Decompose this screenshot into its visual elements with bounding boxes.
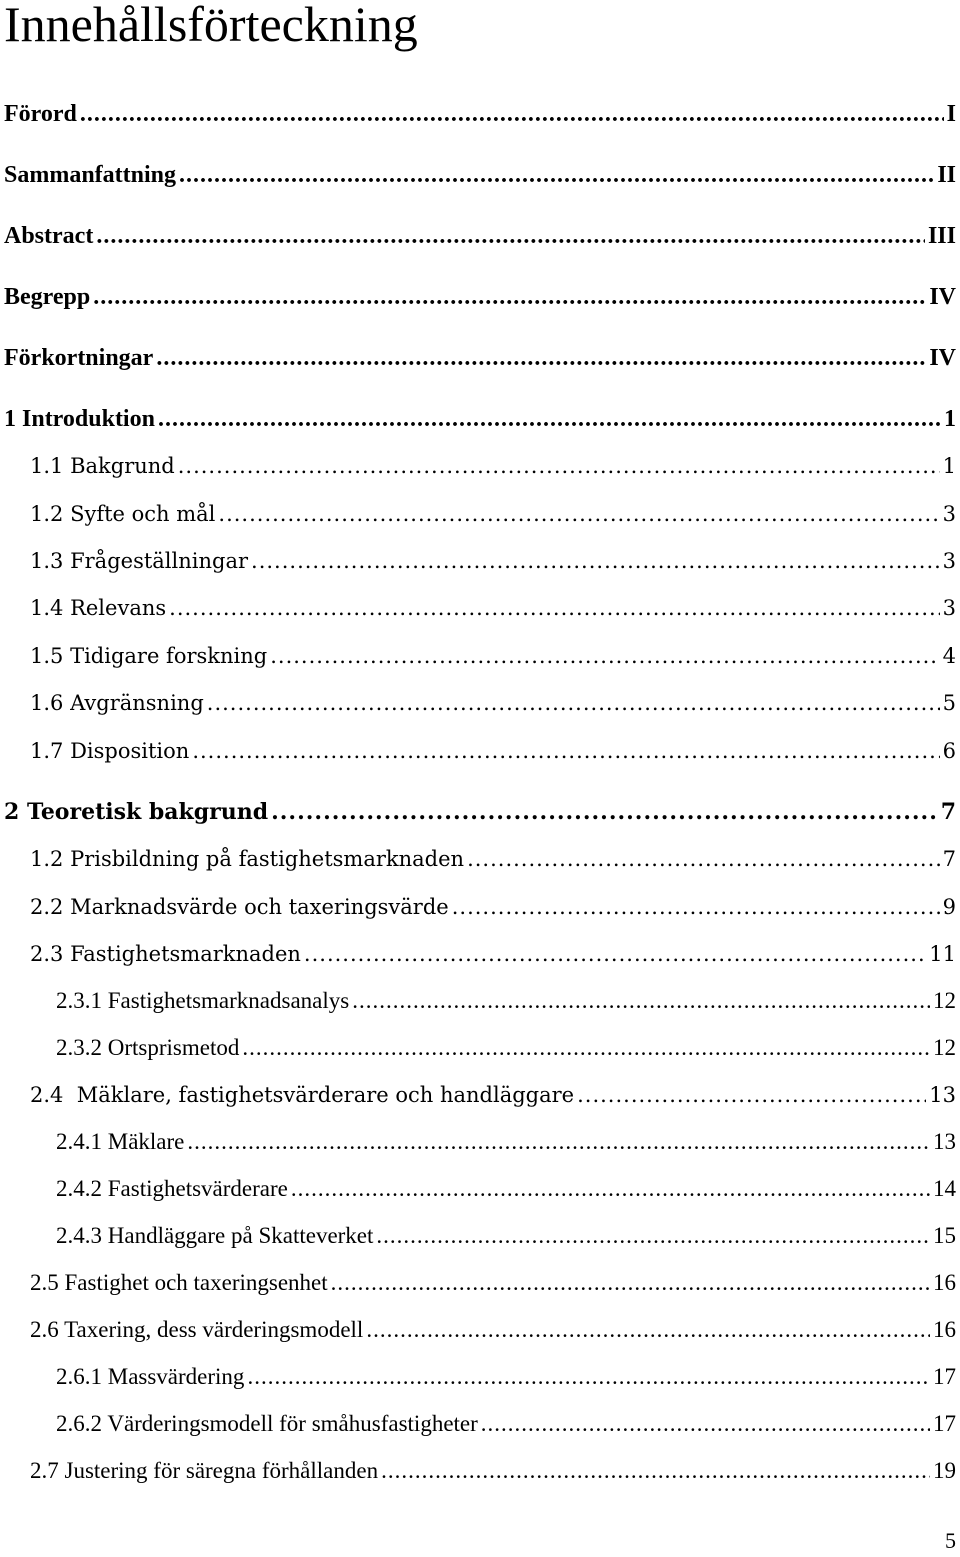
toc-entry-avgransning[interactable] bbox=[30, 686, 956, 720]
toc-entry-label: Förkortningar bbox=[4, 345, 154, 371]
toc-dot-leader bbox=[452, 890, 940, 924]
toc-dot-leader bbox=[178, 449, 940, 483]
toc-entry-label: 2.4.2 Fastighetsvärderare bbox=[56, 1176, 288, 1201]
toc-dot-leader bbox=[93, 280, 926, 314]
toc-entry-label: 1.1 Bakgrund bbox=[30, 454, 175, 478]
toc-dot-leader bbox=[381, 1454, 930, 1488]
toc-entry-maklare[interactable] bbox=[56, 1125, 956, 1159]
toc-entry-label: 2.4 Mäklare, fastighetsvärderare och handläggare bbox=[30, 1083, 575, 1107]
toc-entry-disposition[interactable] bbox=[30, 734, 956, 768]
toc-entry-label: 1 Introduktion bbox=[4, 406, 155, 432]
toc-entry-page: 3 bbox=[942, 502, 956, 526]
page-title: Innehållsförteckning bbox=[4, 0, 418, 52]
toc-entry-page: 13 bbox=[929, 1083, 956, 1107]
toc-entry-label: 2.6.1 Massvärdering bbox=[56, 1364, 245, 1389]
toc-dot-leader bbox=[158, 402, 941, 436]
toc-entry-tidigare-forskning[interactable] bbox=[30, 639, 956, 673]
toc-entry-bakgrund[interactable] bbox=[30, 449, 956, 483]
toc-entry-page: 19 bbox=[933, 1458, 956, 1483]
toc-entry-label: 2.3.1 Fastighetsmarknadsanalys bbox=[56, 988, 350, 1013]
toc-entry-introduktion[interactable] bbox=[4, 402, 956, 436]
toc-entry-fastighetsmarknaden[interactable] bbox=[30, 937, 956, 971]
toc-entry-label: 2.6.2 Värderingsmodell för småhusfastigheter bbox=[56, 1411, 478, 1436]
toc-dot-leader bbox=[80, 97, 944, 131]
toc-entry-page: 17 bbox=[933, 1364, 956, 1389]
toc-entry-page: IV bbox=[929, 284, 956, 310]
toc-dot-leader bbox=[577, 1078, 926, 1112]
toc-entry-page: I bbox=[946, 101, 956, 127]
toc-entry-label: 2 Teoretisk bakgrund bbox=[4, 799, 269, 825]
toc-entry-label: 2.4.3 Handläggare på Skatteverket bbox=[56, 1223, 374, 1248]
toc-dot-leader bbox=[271, 795, 938, 829]
toc-entry-ortsprismetod[interactable] bbox=[56, 1031, 956, 1065]
toc-dot-leader bbox=[187, 1125, 930, 1159]
toc-entry-page: 16 bbox=[933, 1270, 956, 1295]
toc-entry-label: Sammanfattning bbox=[4, 162, 177, 188]
toc-dot-leader bbox=[467, 842, 940, 876]
toc-entry-justering[interactable] bbox=[30, 1454, 956, 1488]
toc-entry-page: 6 bbox=[942, 739, 956, 763]
toc-entry-forord[interactable] bbox=[4, 97, 956, 131]
toc-dot-leader bbox=[179, 158, 934, 192]
toc-entry-page: 1 bbox=[944, 406, 956, 432]
toc-entry-label: 2.3 Fastighetsmarknaden bbox=[30, 942, 301, 966]
toc-entry-page: 13 bbox=[933, 1129, 956, 1154]
toc-entry-label: 1.2 Syfte och mål bbox=[30, 502, 216, 526]
toc-entry-page: 16 bbox=[933, 1317, 956, 1342]
toc-entry-page: 5 bbox=[942, 691, 956, 715]
toc-entry-massvardering[interactable] bbox=[56, 1360, 956, 1394]
toc-entry-label: 2.4.1 Mäklare bbox=[56, 1129, 185, 1154]
toc-entry-page: 1 bbox=[942, 454, 956, 478]
toc-dot-leader bbox=[376, 1219, 930, 1253]
toc-dot-leader bbox=[192, 734, 939, 768]
toc-entry-prisbildning[interactable] bbox=[30, 842, 956, 876]
toc-entry-label: 2.5 Fastighet och taxeringsenhet bbox=[30, 1270, 328, 1295]
toc-entry-page: II bbox=[937, 162, 956, 188]
toc-dot-leader bbox=[247, 1360, 930, 1394]
toc-entry-label: 2.6 Taxering, dess värderingsmodell bbox=[30, 1317, 364, 1342]
toc-entry-fastighetsvarderare[interactable] bbox=[56, 1172, 956, 1206]
toc-entry-label: Förord bbox=[4, 101, 77, 127]
toc-dot-leader bbox=[366, 1313, 930, 1347]
toc-entry-handlaggare-skatteverket[interactable] bbox=[56, 1219, 956, 1253]
toc-entry-label: Abstract bbox=[4, 223, 94, 249]
toc-entry-page: IV bbox=[929, 345, 956, 371]
page-number: 5 bbox=[945, 1528, 956, 1553]
toc-entry-taxering-vardringsmodell[interactable] bbox=[30, 1313, 956, 1347]
toc-entry-label: 2.2 Marknadsvärde och taxeringsvärde bbox=[30, 895, 449, 919]
toc-entry-page: 9 bbox=[942, 895, 956, 919]
toc-dot-leader bbox=[169, 591, 939, 625]
toc-entry-relevans[interactable] bbox=[30, 591, 956, 625]
toc-dot-leader bbox=[352, 984, 930, 1018]
toc-dot-leader bbox=[331, 1266, 930, 1300]
toc-entry-forkortningar[interactable] bbox=[4, 341, 956, 375]
toc-entry-abstract[interactable] bbox=[4, 219, 956, 253]
toc-entry-teoretisk-bakgrund[interactable] bbox=[4, 795, 956, 829]
toc-entry-page: 3 bbox=[942, 596, 956, 620]
toc-entry-page: 3 bbox=[942, 549, 956, 573]
toc-entry-page: 15 bbox=[933, 1223, 956, 1248]
toc-entry-label: 1.3 Frågeställningar bbox=[30, 549, 249, 573]
toc-dot-leader bbox=[270, 639, 939, 673]
toc-entry-syfte[interactable] bbox=[30, 497, 956, 531]
toc-entry-fragestallningar[interactable] bbox=[30, 544, 956, 578]
toc-entry-page: 14 bbox=[933, 1176, 956, 1201]
toc-entry-label: 1.4 Relevans bbox=[30, 596, 167, 620]
toc-entry-sammanfattning[interactable] bbox=[4, 158, 956, 192]
toc-entry-page: 12 bbox=[933, 1035, 956, 1060]
toc-entry-label: 1.7 Disposition bbox=[30, 739, 190, 763]
toc-entry-begrepp[interactable] bbox=[4, 280, 956, 314]
toc-dot-leader bbox=[304, 937, 926, 971]
toc-dot-leader bbox=[291, 1172, 930, 1206]
toc-dot-leader bbox=[207, 686, 940, 720]
toc-entry-fastighetsmarknadsanalys[interactable] bbox=[56, 984, 956, 1018]
toc-dot-leader bbox=[156, 341, 926, 375]
toc-dot-leader bbox=[481, 1407, 930, 1441]
toc-entry-page: 7 bbox=[940, 799, 956, 825]
toc-entry-page: 7 bbox=[942, 847, 956, 871]
toc-entry-fastighet-taxeringsenhet[interactable] bbox=[30, 1266, 956, 1300]
toc-entry-page: 11 bbox=[929, 942, 956, 966]
toc-entry-page: 12 bbox=[933, 988, 956, 1013]
toc-dot-leader bbox=[218, 497, 939, 531]
toc-entry-label: 1.5 Tidigare forskning bbox=[30, 644, 268, 668]
toc-entry-page: 4 bbox=[942, 644, 956, 668]
toc-entry-label: 2.7 Justering för säregna förhållanden bbox=[30, 1458, 379, 1483]
toc-entry-label: 2.3.2 Ortsprismetod bbox=[56, 1035, 240, 1060]
toc-entry-marknadsvarde[interactable] bbox=[30, 890, 956, 924]
toc-entry-label: 1.2 Prisbildning på fastighetsmarknaden bbox=[30, 847, 465, 871]
toc-entry-page: III bbox=[927, 223, 956, 249]
toc-dot-leader bbox=[251, 544, 940, 578]
toc-entry-vardringsmodell-smahus[interactable] bbox=[56, 1407, 956, 1441]
toc-dot-leader bbox=[242, 1031, 930, 1065]
toc-entry-page: 17 bbox=[933, 1411, 956, 1436]
toc-dot-leader bbox=[96, 219, 925, 253]
toc-entry-label: Begrepp bbox=[4, 284, 91, 310]
toc-entry-label: 1.6 Avgränsning bbox=[30, 691, 204, 715]
toc-entry-maklare-vardare-handlaggare[interactable] bbox=[30, 1078, 956, 1112]
